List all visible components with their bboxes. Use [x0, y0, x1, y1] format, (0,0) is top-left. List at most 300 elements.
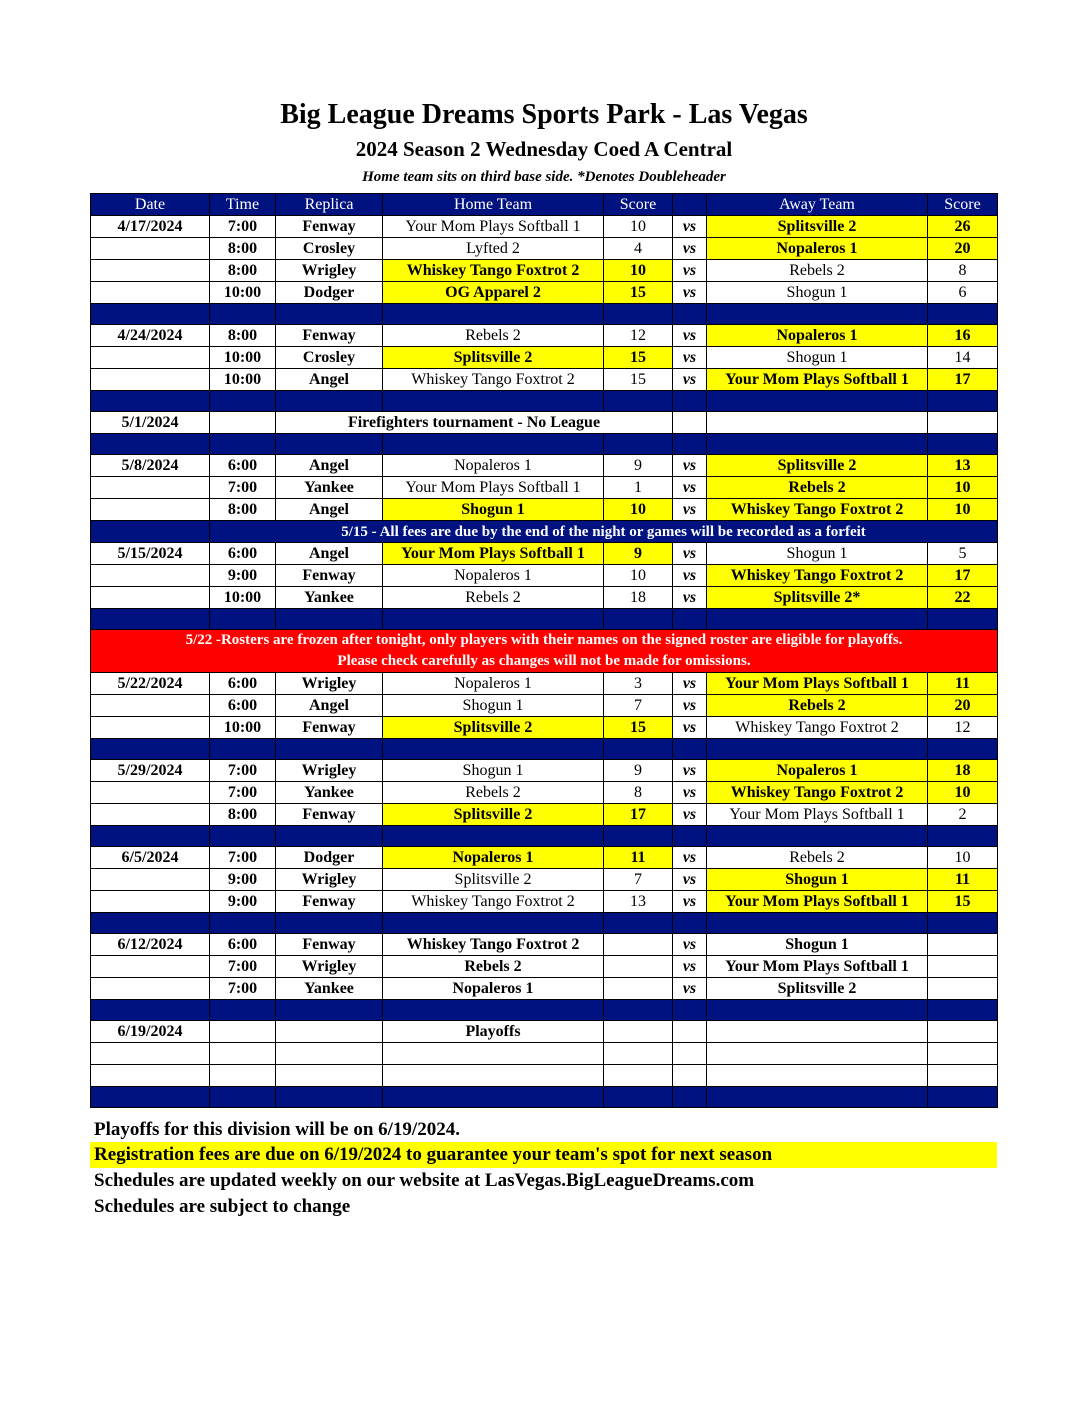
separator-cell: [210, 304, 276, 325]
event-cell: Firefighters tournament - No League: [276, 412, 673, 434]
time-cell: 6:00: [210, 543, 276, 565]
separator-cell: [604, 391, 673, 412]
away-team-cell: Splitsville 2*: [707, 587, 928, 609]
away-team-cell: Shogun 1: [707, 282, 928, 304]
away-team-cell: Rebels 2: [707, 847, 928, 869]
separator-row: [91, 913, 998, 934]
away-score-cell: 17: [928, 565, 998, 587]
notice-empty-cell: [91, 521, 210, 543]
game-row: [91, 869, 998, 891]
page-subtitle: 2024 Season 2 Wednesday Coed A Central: [355, 137, 733, 161]
separator-row: [91, 434, 998, 455]
home-score-cell: 18: [604, 587, 673, 609]
vs-label: vs: [673, 369, 707, 391]
time-cell: 7:00: [210, 978, 276, 1000]
away-score-cell: 6: [928, 282, 998, 304]
separator-cell: [707, 434, 928, 455]
field-cell: Angel: [276, 455, 383, 477]
separator-cell: [383, 1087, 604, 1108]
away-score-cell: 11: [928, 869, 998, 891]
field-cell: Yankee: [276, 978, 383, 1000]
empty-cell: [707, 1065, 928, 1087]
date-cell: [91, 869, 210, 891]
separator-cell: [383, 434, 604, 455]
separator-cell: [383, 1000, 604, 1021]
separator-cell: [707, 739, 928, 760]
time-cell: 7:00: [210, 956, 276, 978]
away-score-cell: 16: [928, 325, 998, 347]
time-cell: 9:00: [210, 891, 276, 913]
date-cell: [91, 956, 210, 978]
schedule-body: [91, 216, 998, 1108]
field-cell: Fenway: [276, 717, 383, 739]
separator-cell: [604, 826, 673, 847]
home-team-cell: Splitsville 2: [383, 717, 604, 739]
empty-cell: [707, 412, 928, 434]
time-cell: 6:00: [210, 455, 276, 477]
separator-row: [91, 304, 998, 325]
time-cell: 10:00: [210, 347, 276, 369]
game-row: [91, 455, 998, 477]
date-cell: [91, 347, 210, 369]
empty-cell: [604, 1021, 673, 1043]
home-score-cell: 7: [604, 869, 673, 891]
empty-cell: [604, 1065, 673, 1087]
home-team-cell: OG Apparel 2: [383, 282, 604, 304]
away-score-cell: 14: [928, 347, 998, 369]
away-score-cell: 26: [928, 216, 998, 238]
separator-cell: [707, 913, 928, 934]
field-cell: Fenway: [276, 325, 383, 347]
empty-cell: [210, 1065, 276, 1087]
separator-cell: [91, 1000, 210, 1021]
away-team-cell: Splitsville 2: [707, 978, 928, 1000]
vs-label: vs: [673, 717, 707, 739]
field-cell: Dodger: [276, 847, 383, 869]
field-cell: Fenway: [276, 804, 383, 826]
away-team-cell: Your Mom Plays Softball 1: [707, 891, 928, 913]
game-row: [91, 804, 998, 826]
separator-cell: [673, 304, 707, 325]
vs-label: vs: [673, 695, 707, 717]
away-score-cell: 18: [928, 760, 998, 782]
field-cell: Wrigley: [276, 673, 383, 695]
game-row: [91, 934, 998, 956]
game-row: [91, 978, 998, 1000]
separator-cell: [91, 434, 210, 455]
date-cell: 6/5/2024: [91, 847, 210, 869]
date-cell: [91, 891, 210, 913]
separator-cell: [928, 1087, 998, 1108]
home-team-cell: Nopaleros 1: [383, 455, 604, 477]
separator-cell: [91, 913, 210, 934]
home-score-cell: [604, 978, 673, 1000]
empty-cell: [673, 1043, 707, 1065]
col-header-away-team: Away Team: [707, 194, 928, 216]
date-cell: 5/1/2024: [91, 412, 210, 434]
col-header-away-score: Score: [928, 194, 998, 216]
empty-cell: [707, 1043, 928, 1065]
empty-cell: [383, 1043, 604, 1065]
home-team-cell: Splitsville 2: [383, 347, 604, 369]
away-team-cell: Shogun 1: [707, 347, 928, 369]
page-title: Big League Dreams Sports Park - Las Vegas: [280, 99, 808, 130]
vs-label: vs: [673, 477, 707, 499]
separator-cell: [928, 913, 998, 934]
game-row: [91, 695, 998, 717]
vs-label: vs: [673, 978, 707, 1000]
separator-row: [91, 1087, 998, 1108]
separator-cell: [673, 739, 707, 760]
vs-label: vs: [673, 587, 707, 609]
away-score-cell: 10: [928, 499, 998, 521]
roster-alert-line-1: 5/22 -Rosters are frozen after tonight, only players with their names on the signed roster are eligible for playoffs.: [185, 632, 903, 648]
home-score-cell: 7: [604, 695, 673, 717]
home-score-cell: 11: [604, 847, 673, 869]
away-team-cell: Rebels 2: [707, 477, 928, 499]
field-cell: Fenway: [276, 934, 383, 956]
home-score-cell: 12: [604, 325, 673, 347]
away-team-cell: Splitsville 2: [707, 216, 928, 238]
date-cell: 5/22/2024: [91, 673, 210, 695]
change-note: Schedules are subject to change: [94, 1196, 351, 1217]
home-score-cell: 10: [604, 216, 673, 238]
playoffs-row: [91, 1021, 998, 1043]
away-score-cell: 5: [928, 543, 998, 565]
away-score-cell: 2: [928, 804, 998, 826]
empty-cell: [276, 1065, 383, 1087]
empty-cell: [673, 1021, 707, 1043]
home-score-cell: 13: [604, 891, 673, 913]
empty-cell: [210, 1021, 276, 1043]
home-score-cell: 17: [604, 804, 673, 826]
vs-label: vs: [673, 847, 707, 869]
field-cell: Angel: [276, 369, 383, 391]
game-row: [91, 499, 998, 521]
field-cell: Yankee: [276, 477, 383, 499]
empty-cell: [210, 1043, 276, 1065]
separator-cell: [604, 913, 673, 934]
home-team-cell: Your Mom Plays Softball 1: [383, 477, 604, 499]
home-score-cell: 9: [604, 760, 673, 782]
date-cell: 4/24/2024: [91, 325, 210, 347]
separator-cell: [604, 434, 673, 455]
vs-label: vs: [673, 499, 707, 521]
away-team-cell: Your Mom Plays Softball 1: [707, 956, 928, 978]
away-score-cell: 10: [928, 847, 998, 869]
separator-cell: [210, 391, 276, 412]
col-header-date: Date: [91, 194, 210, 216]
home-score-cell: 15: [604, 717, 673, 739]
home-team-cell: Shogun 1: [383, 760, 604, 782]
time-cell: 10:00: [210, 717, 276, 739]
date-cell: [91, 717, 210, 739]
time-cell: 6:00: [210, 934, 276, 956]
separator-row: [91, 391, 998, 412]
home-team-cell: Your Mom Plays Softball 1: [383, 543, 604, 565]
separator-cell: [276, 434, 383, 455]
separator-cell: [383, 913, 604, 934]
away-score-cell: 20: [928, 695, 998, 717]
empty-cell: [604, 1043, 673, 1065]
empty-row: [91, 1043, 998, 1065]
playoffs-note: Playoffs for this division will be on 6/19/2024.: [94, 1119, 460, 1140]
date-cell: [91, 695, 210, 717]
date-cell: [91, 499, 210, 521]
col-header-home-team: Home Team: [383, 194, 604, 216]
home-team-cell: Shogun 1: [383, 499, 604, 521]
home-score-cell: 4: [604, 238, 673, 260]
field-cell: Wrigley: [276, 260, 383, 282]
home-team-cell: Splitsville 2: [383, 804, 604, 826]
vs-label: vs: [673, 238, 707, 260]
away-team-cell: Whiskey Tango Foxtrot 2: [707, 782, 928, 804]
separator-row: [91, 739, 998, 760]
empty-cell: [276, 1043, 383, 1065]
field-cell: Fenway: [276, 216, 383, 238]
empty-cell: [210, 412, 276, 434]
away-score-cell: [928, 978, 998, 1000]
empty-cell: [928, 1065, 998, 1087]
empty-cell: [276, 1021, 383, 1043]
vs-label: vs: [673, 673, 707, 695]
away-score-cell: 17: [928, 369, 998, 391]
separator-cell: [673, 1000, 707, 1021]
separator-cell: [928, 826, 998, 847]
time-cell: 8:00: [210, 325, 276, 347]
date-cell: 5/15/2024: [91, 543, 210, 565]
time-cell: 8:00: [210, 260, 276, 282]
empty-cell: [383, 1065, 604, 1087]
separator-cell: [673, 1087, 707, 1108]
separator-cell: [673, 609, 707, 630]
date-cell: [91, 782, 210, 804]
game-row: [91, 760, 998, 782]
separator-cell: [604, 304, 673, 325]
separator-cell: [210, 1087, 276, 1108]
separator-cell: [673, 391, 707, 412]
col-header-vs: [673, 194, 707, 216]
time-cell: 10:00: [210, 369, 276, 391]
separator-cell: [383, 609, 604, 630]
away-team-cell: Whiskey Tango Foxtrot 2: [707, 717, 928, 739]
field-cell: Dodger: [276, 282, 383, 304]
separator-cell: [210, 1000, 276, 1021]
date-cell: [91, 238, 210, 260]
empty-cell: [928, 412, 998, 434]
field-cell: Wrigley: [276, 760, 383, 782]
home-score-cell: 10: [604, 499, 673, 521]
time-cell: 10:00: [210, 587, 276, 609]
away-team-cell: Rebels 2: [707, 260, 928, 282]
separator-cell: [210, 609, 276, 630]
separator-cell: [673, 434, 707, 455]
away-score-cell: 12: [928, 717, 998, 739]
vs-label: vs: [673, 804, 707, 826]
game-row: [91, 543, 998, 565]
date-cell: [91, 587, 210, 609]
table-header-row: [91, 194, 998, 216]
vs-label: vs: [673, 282, 707, 304]
away-score-cell: 10: [928, 782, 998, 804]
separator-cell: [210, 739, 276, 760]
separator-cell: [604, 739, 673, 760]
separator-cell: [276, 739, 383, 760]
time-cell: 7:00: [210, 216, 276, 238]
separator-cell: [383, 304, 604, 325]
fees-notice: 5/15 - All fees are due by the end of the night or games will be recorded as a forfeit: [210, 521, 998, 543]
separator-cell: [707, 609, 928, 630]
time-cell: 9:00: [210, 869, 276, 891]
separator-cell: [210, 913, 276, 934]
home-team-cell: Nopaleros 1: [383, 673, 604, 695]
empty-cell: [928, 1043, 998, 1065]
home-team-cell: Whiskey Tango Foxtrot 2: [383, 891, 604, 913]
time-cell: 8:00: [210, 804, 276, 826]
no-league-row: [91, 412, 998, 434]
away-team-cell: Nopaleros 1: [707, 325, 928, 347]
time-cell: 8:00: [210, 238, 276, 260]
separator-cell: [210, 434, 276, 455]
col-header-replica: Replica: [276, 194, 383, 216]
away-team-cell: Your Mom Plays Softball 1: [707, 369, 928, 391]
vs-label: vs: [673, 260, 707, 282]
game-row: [91, 565, 998, 587]
separator-cell: [604, 1000, 673, 1021]
home-score-cell: 1: [604, 477, 673, 499]
empty-cell: [928, 1021, 998, 1043]
field-cell: Fenway: [276, 565, 383, 587]
separator-cell: [928, 739, 998, 760]
game-row: [91, 717, 998, 739]
home-score-cell: [604, 934, 673, 956]
home-team-cell: Rebels 2: [383, 325, 604, 347]
time-cell: 7:00: [210, 760, 276, 782]
separator-cell: [673, 913, 707, 934]
vs-label: vs: [673, 782, 707, 804]
vs-label: vs: [673, 869, 707, 891]
field-cell: Crosley: [276, 347, 383, 369]
roster-alert-line-2: Please check carefully as changes will not be made for omissions.: [337, 653, 751, 669]
away-team-cell: Nopaleros 1: [707, 760, 928, 782]
date-cell: 5/8/2024: [91, 455, 210, 477]
col-header-home-score: Score: [604, 194, 673, 216]
roster-alert-row: [91, 630, 998, 673]
vs-label: vs: [673, 543, 707, 565]
separator-cell: [276, 1000, 383, 1021]
vs-label: vs: [673, 934, 707, 956]
separator-row: [91, 609, 998, 630]
separator-cell: [707, 826, 928, 847]
playoffs-label: Playoffs: [383, 1021, 604, 1043]
home-score-cell: 3: [604, 673, 673, 695]
time-cell: 6:00: [210, 695, 276, 717]
date-cell: 5/29/2024: [91, 760, 210, 782]
time-cell: 10:00: [210, 282, 276, 304]
home-team-cell: Whiskey Tango Foxtrot 2: [383, 260, 604, 282]
separator-cell: [707, 391, 928, 412]
vs-label: vs: [673, 325, 707, 347]
time-cell: 7:00: [210, 477, 276, 499]
home-score-cell: 9: [604, 543, 673, 565]
website-note: Schedules are updated weekly on our website at LasVegas.BigLeagueDreams.com: [94, 1170, 755, 1191]
separator-cell: [276, 826, 383, 847]
away-score-cell: 10: [928, 477, 998, 499]
away-team-cell: Your Mom Plays Softball 1: [707, 804, 928, 826]
home-team-cell: Rebels 2: [383, 587, 604, 609]
game-row: [91, 347, 998, 369]
field-cell: Angel: [276, 695, 383, 717]
game-row: [91, 782, 998, 804]
schedule-note: Home team sits on third base side. *Denotes Doubleheader: [362, 169, 726, 185]
separator-cell: [91, 739, 210, 760]
time-cell: 7:00: [210, 782, 276, 804]
separator-cell: [210, 826, 276, 847]
empty-cell: [91, 1065, 210, 1087]
game-row: [91, 891, 998, 913]
vs-label: vs: [673, 455, 707, 477]
vs-label: vs: [673, 565, 707, 587]
home-score-cell: 15: [604, 347, 673, 369]
away-score-cell: 15: [928, 891, 998, 913]
empty-row: [91, 1065, 998, 1087]
field-cell: Angel: [276, 543, 383, 565]
home-score-cell: 15: [604, 282, 673, 304]
separator-cell: [91, 1087, 210, 1108]
date-cell: [91, 282, 210, 304]
field-cell: Wrigley: [276, 956, 383, 978]
home-score-cell: 9: [604, 455, 673, 477]
game-row: [91, 587, 998, 609]
separator-cell: [928, 434, 998, 455]
empty-cell: [707, 1021, 928, 1043]
fees-notice-row: [91, 521, 998, 543]
game-row: [91, 282, 998, 304]
separator-cell: [928, 391, 998, 412]
home-team-cell: Whiskey Tango Foxtrot 2: [383, 934, 604, 956]
field-cell: Fenway: [276, 891, 383, 913]
home-score-cell: 10: [604, 565, 673, 587]
game-row: [91, 238, 998, 260]
time-cell: 9:00: [210, 565, 276, 587]
away-team-cell: Shogun 1: [707, 934, 928, 956]
game-row: [91, 673, 998, 695]
field-cell: Angel: [276, 499, 383, 521]
separator-cell: [383, 739, 604, 760]
time-cell: 7:00: [210, 847, 276, 869]
date-cell: [91, 804, 210, 826]
game-row: [91, 369, 998, 391]
away-team-cell: Splitsville 2: [707, 455, 928, 477]
away-team-cell: Shogun 1: [707, 869, 928, 891]
roster-alert: [91, 630, 998, 673]
date-cell: 6/19/2024: [91, 1021, 210, 1043]
separator-cell: [91, 304, 210, 325]
separator-row: [91, 826, 998, 847]
home-team-cell: Lyfted 2: [383, 238, 604, 260]
home-team-cell: Nopaleros 1: [383, 847, 604, 869]
home-team-cell: Your Mom Plays Softball 1: [383, 216, 604, 238]
home-team-cell: Splitsville 2: [383, 869, 604, 891]
away-team-cell: Shogun 1: [707, 543, 928, 565]
empty-cell: [673, 1065, 707, 1087]
away-team-cell: Whiskey Tango Foxtrot 2: [707, 499, 928, 521]
separator-row: [91, 1000, 998, 1021]
away-score-cell: 11: [928, 673, 998, 695]
vs-label: vs: [673, 216, 707, 238]
vs-label: vs: [673, 760, 707, 782]
schedule-table: [90, 193, 998, 1108]
